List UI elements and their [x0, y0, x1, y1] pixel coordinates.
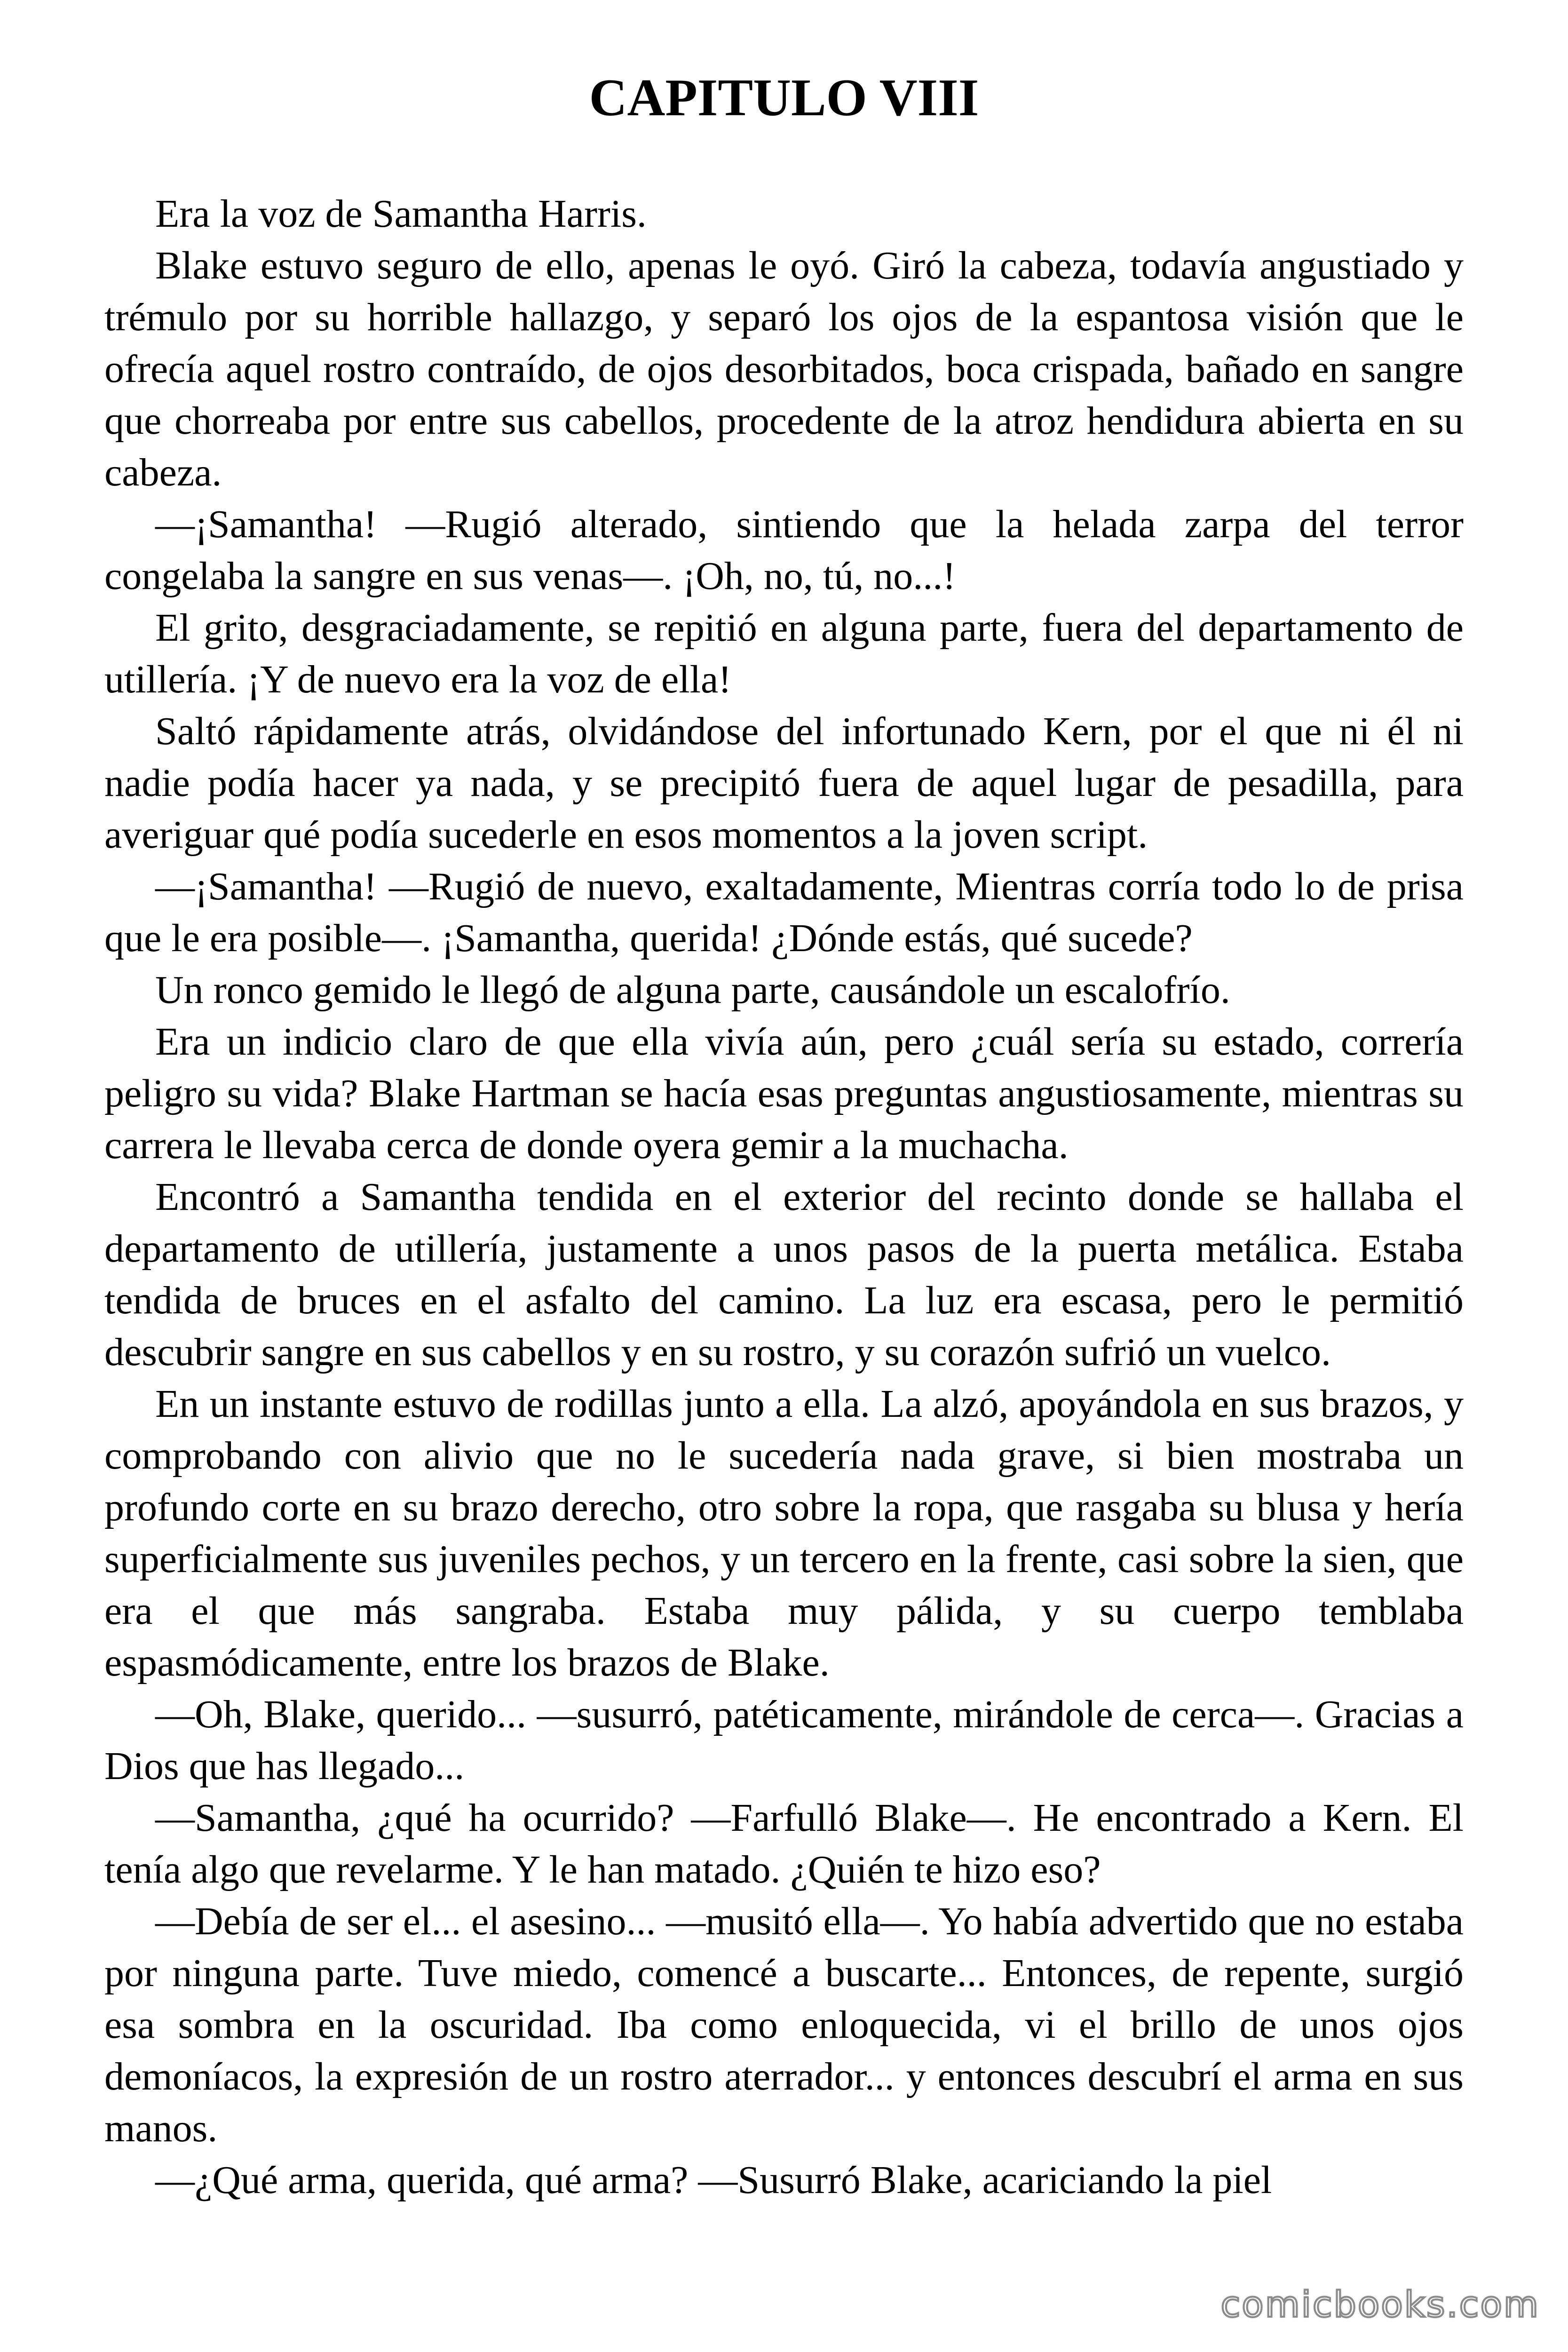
paragraph: Era la voz de Samantha Harris. — [155, 192, 647, 236]
paragraph: Era un indicio claro de que ella vivía aún, pero ¿cuál sería su estado, correría peligro su vida? Blake Hartman se hacía esas preguntas angustiosamente, mientras su carrera le llevaba cerca de donde oyera gemir a la muchacha. — [104, 1020, 1464, 1167]
chapter-body — [104, 188, 1464, 2206]
chapter-title: CAPITULO VIII — [589, 69, 979, 127]
paragraph: —Oh, Blake, querido... —susurró, patéticamente, mirándole de cerca—. Gracias a Dios que has llegado... — [104, 1692, 1464, 1788]
paragraph: Un ronco gemido le llegó de alguna parte, causándole un escalofrío. — [155, 968, 1230, 1012]
paragraph: Blake estuvo seguro de ello, apenas le oyó. Giró la cabeza, todavía angustiado y trémulo por su horrible hallazgo, y separó los ojos de la espantosa visión que le ofrecía aquel rostro contraído, de ojos desorbitados, boca crispada, bañado en sangre que chorreaba por entre sus cabellos, procedente de la atroz hendidura abierta en su cabeza. — [104, 244, 1464, 494]
watermark: comicbooks.com — [1220, 2283, 1540, 2325]
paragraph: —Debía de ser el... el asesino... —musitó ella—. Yo había advertido que no estaba por ninguna parte. Tuve miedo, comencé a buscarte... Entonces, de repente, surgió esa sombra en la oscuridad. Iba como enloquecida, vi el brillo de unos ojos demoníacos, la expresión de un rostro aterrador... y entonces descubrí el arma en sus manos. — [104, 1899, 1464, 2150]
paragraph: —Samantha, ¿qué ha ocurrido? —Farfulló Blake—. He encontrado a Kern. El tenía algo que revelarme. Y le han matado. ¿Quién te hizo eso? — [104, 1796, 1464, 1891]
paragraph: Encontró a Samantha tendida en el exterior del recinto donde se hallaba el departamento de utillería, justamente a unos pasos de la puerta metálica. Estaba tendida de bruces en el asfalto del camino. La luz era escasa, pero le permitió descubrir sangre en sus cabellos y en su rostro, y su corazón sufrió un vuelco. — [104, 1175, 1464, 1374]
paragraph: —¡Samantha! —Rugió de nuevo, exaltadamente, Mientras corría todo lo de prisa que le era posible—. ¡Samantha, querida! ¿Dónde estás, qué sucede? — [104, 865, 1464, 960]
paragraph: —¿Qué arma, querida, qué arma? —Susurró Blake, acariciando la piel — [155, 2158, 1272, 2202]
paragraph: En un instante estuvo de rodillas junto a ella. La alzó, apoyándola en sus brazos, y comprobando con alivio que no le sucedería nada grave, si bien mostraba un profundo corte en su brazo derecho, otro sobre la ropa, que rasgaba su blusa y hería superficialmente sus juveniles pechos, y un tercero en la frente, casi sobre la sien, que era el que más sangraba. Estaba muy pálida, y su cuerpo temblaba espasmódicamente, entre los brazos de Blake. — [104, 1382, 1464, 1685]
paragraph: —¡Samantha! —Rugió alterado, sintiendo que la helada zarpa del terror congelaba la sangre en sus venas—. ¡Oh, no, tú, no...! — [104, 502, 1464, 598]
paragraph: El grito, desgraciadamente, se repitió en alguna parte, fuera del departamento de utillería. ¡Y de nuevo era la voz de ella! — [104, 606, 1464, 701]
paragraph: Saltó rápidamente atrás, olvidándose del infortunado Kern, por el que ni él ni nadie podía hacer ya nada, y se precipitó fuera de aquel lugar de pesadilla, para averiguar qué podía sucederle en esos momentos a la joven script. — [104, 709, 1464, 857]
